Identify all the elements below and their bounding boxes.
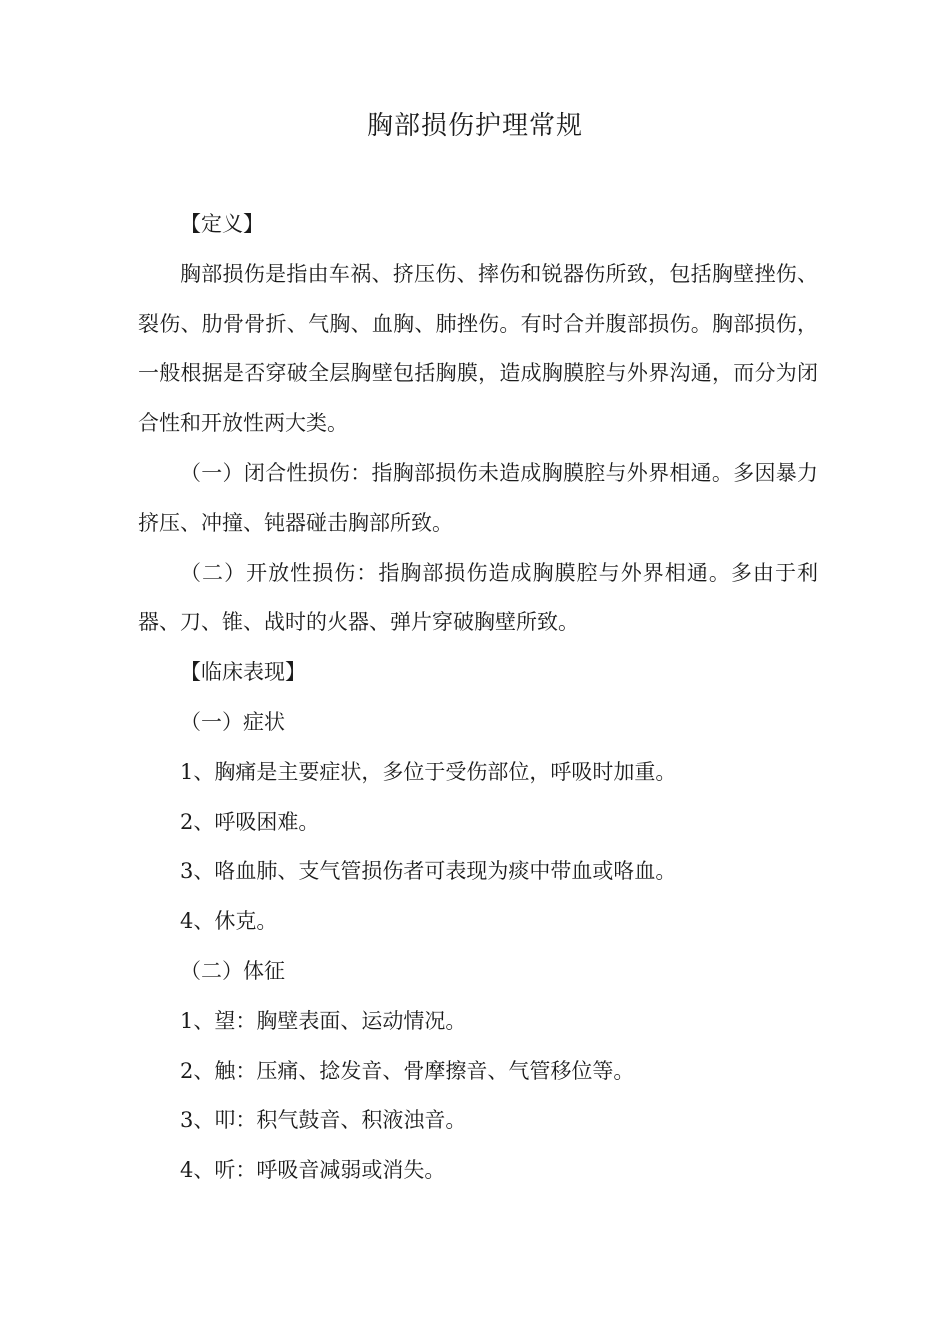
closed-injury-paragraph: （一）闭合性损伤：指胸部损伤未造成胸膜腔与外界相通。多因暴力挤压、冲撞、钝器碰击胸部所致。 xyxy=(138,460,818,535)
symptom-item: 4、休克。 xyxy=(180,909,278,934)
section-heading-clinical: 【临床表现】 xyxy=(180,660,306,685)
sign-item: 1、望：胸壁表面、运动情况。 xyxy=(180,1008,467,1033)
sign-item: 4、听：呼吸音减弱或消失。 xyxy=(180,1158,446,1183)
section-heading-definition: 【定义】 xyxy=(180,212,264,236)
subheading-symptoms: （一）症状 xyxy=(180,709,285,734)
open-injury-paragraph: （二）开放性损伤：指胸部损伤造成胸膜腔与外界相通。多由于利器、刀、锥、战时的火器、弹片穿破胸壁所致。 xyxy=(138,560,818,635)
subheading-signs: （二）体征 xyxy=(180,958,285,983)
document-body xyxy=(138,200,818,1196)
symptom-item: 3、咯血肺、支气管损伤者可表现为痰中带血或咯血。 xyxy=(180,859,677,884)
sign-item: 3、叩：积气鼓音、积液浊音。 xyxy=(180,1108,467,1133)
symptom-item: 1、胸痛是主要症状，多位于受伤部位，呼吸时加重。 xyxy=(180,759,677,784)
definition-paragraph: 胸部损伤是指由车祸、挤压伤、摔伤和锐器伤所致，包括胸壁挫伤、裂伤、肋骨骨折、气胸、血胸、肺挫伤。有时合并腹部损伤。胸部损伤，一般根据是否穿破全层胸壁包括胸膜，造成胸膜腔与外界沟通，而分为闭合性和开放性两大类。 xyxy=(138,261,818,436)
sign-item: 2、触：压痛、捻发音、骨摩擦音、气管移位等。 xyxy=(180,1058,635,1083)
document-title: 胸部损伤护理常规 xyxy=(366,111,583,141)
symptom-item: 2、呼吸困难。 xyxy=(180,809,320,834)
